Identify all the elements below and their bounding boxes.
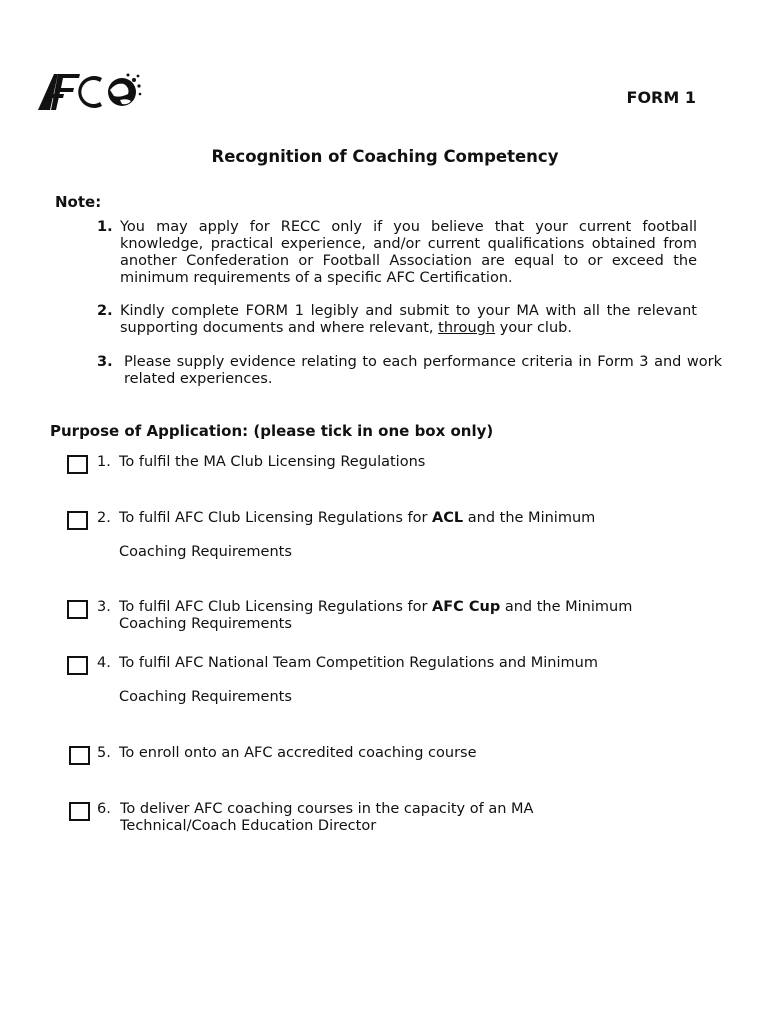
- option-bold-text: AFC Cup: [432, 599, 501, 615]
- afc-logo: [36, 68, 144, 114]
- note-text: [120, 303, 697, 337]
- note-text: Please supply evidence relating to each performance criteria in Form 3 and work related experiences.: [124, 354, 722, 387]
- option-bold-text: ACL: [432, 510, 464, 526]
- option-label: To enroll onto an AFC accredited coaching course: [119, 745, 477, 761]
- option-number: 1.: [97, 454, 111, 470]
- option-checkbox[interactable]: [69, 746, 90, 765]
- option-number: 6.: [97, 801, 111, 817]
- note-text-part: your club.: [495, 320, 572, 336]
- option-checkbox[interactable]: [69, 802, 90, 821]
- option-checkbox[interactable]: [67, 455, 88, 474]
- option-label-line2: Technical/Coach Education Director: [120, 818, 377, 834]
- option-label-line2: Coaching Requirements: [119, 544, 292, 560]
- note-text: You may apply for RECC only if you believe that your current football knowledge, practical experience, and/or current qualifications obtained from another Confederation or Football Association are equal to or exceed the minimum requirements of a specific AFC Certification.: [120, 219, 697, 286]
- underlined-word: through: [438, 320, 496, 336]
- option-text-part: and the Minimum: [463, 510, 596, 526]
- option-number: 3.: [97, 599, 111, 615]
- option-label: To fulfil the MA Club Licensing Regulations: [119, 454, 426, 470]
- option-label: [119, 510, 709, 527]
- purpose-heading: Purpose of Application: (please tick in one box only): [50, 422, 494, 440]
- option-label: [119, 599, 709, 616]
- option-label: To fulfil AFC National Team Competition Regulations and Minimum: [119, 655, 598, 671]
- option-label-line2: Coaching Requirements: [119, 689, 292, 705]
- note-text-part: Kindly complete FORM 1 legibly and submit to your MA with all the relevant supporting documents and where relevant,: [120, 303, 697, 336]
- option-number: 4.: [97, 655, 111, 671]
- option-checkbox[interactable]: [67, 656, 88, 675]
- form-number-label: FORM 1: [626, 88, 696, 107]
- option-text-part: To fulfil AFC Club Licensing Regulations for: [119, 510, 433, 526]
- note-number: 2.: [97, 303, 113, 319]
- note-heading: Note:: [55, 193, 102, 211]
- option-number: 5.: [97, 745, 111, 761]
- option-text-part: and the Minimum: [500, 599, 633, 615]
- option-label-line2: Coaching Requirements: [119, 616, 292, 632]
- note-number: 1.: [97, 219, 113, 235]
- option-label: To deliver AFC coaching courses in the capacity of an MA: [120, 801, 534, 817]
- option-checkbox[interactable]: [67, 511, 88, 530]
- page-title: Recognition of Coaching Competency: [211, 147, 559, 166]
- note-number: 3.: [97, 354, 113, 370]
- option-text-part: To fulfil AFC Club Licensing Regulations for: [119, 599, 433, 615]
- option-number: 2.: [97, 510, 111, 526]
- option-checkbox[interactable]: [67, 600, 88, 619]
